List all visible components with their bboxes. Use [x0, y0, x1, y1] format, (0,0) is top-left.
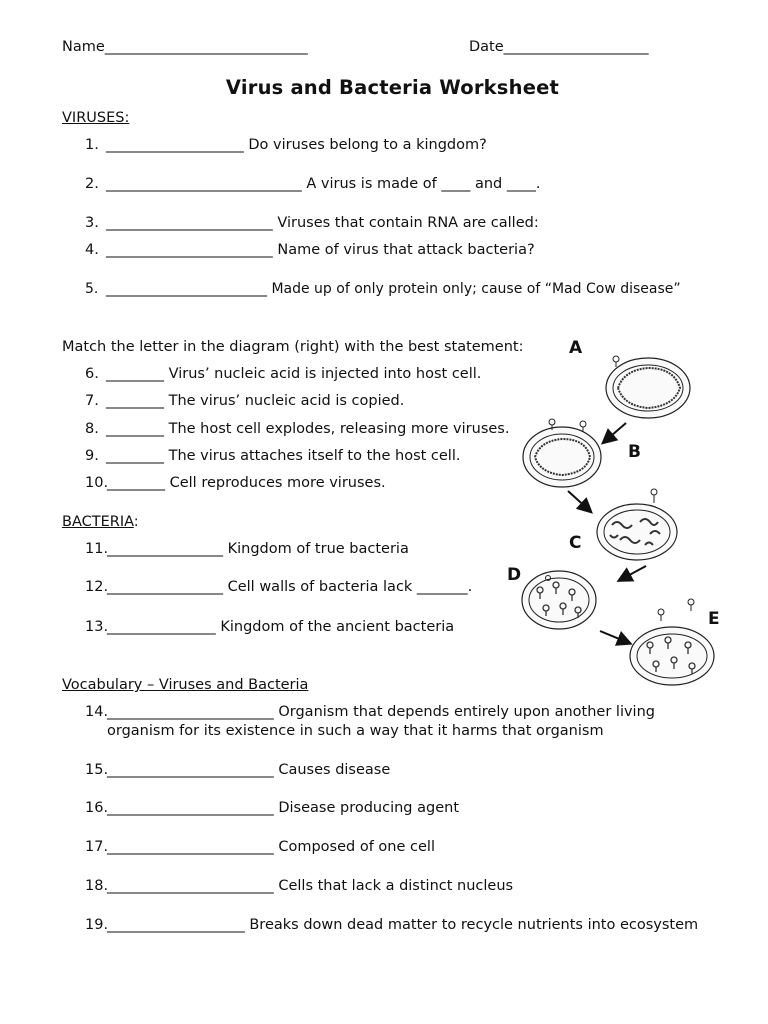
question-text: _______________________ Organism that depends entirely upon another living — [107, 704, 655, 720]
question-number: 13. — [85, 619, 109, 635]
bacteria-heading-text: BACTERIA — [62, 514, 134, 530]
question-number: 5. — [85, 281, 99, 297]
diagram-label-c: C — [569, 533, 582, 553]
question-text: ___________________ Breaks down dead matter to recycle nutrients into ecosystem — [107, 917, 699, 933]
diagram-label-d: D — [507, 565, 522, 585]
question-text: ________ The host cell explodes, releasing more viruses. — [106, 421, 510, 437]
question-number: 9. — [85, 448, 99, 464]
question-text: ___________________________ A virus is made of ____ and ____. — [106, 176, 541, 192]
question-text: ___________________ Do viruses belong to a kingdom? — [106, 137, 487, 153]
question-text: _______________ Kingdom of the ancient bacteria — [107, 619, 455, 635]
question-number: 18. — [85, 878, 109, 894]
arrow-b-to-c — [568, 491, 590, 511]
page-title: Virus and Bacteria Worksheet — [225, 76, 560, 99]
question-number: 3. — [85, 215, 99, 231]
name-field[interactable]: Name____________________________ — [62, 39, 308, 55]
question-text: _______________________ Cells that lack a distinct nucleus — [107, 878, 514, 894]
question-number: 15. — [85, 762, 109, 778]
viruses-heading: VIRUSES: — [62, 110, 130, 126]
diagram-label-a: A — [569, 338, 583, 358]
cell-b — [523, 419, 601, 487]
question-number: 7. — [85, 393, 99, 409]
question-number: 2. — [85, 176, 99, 192]
arrow-a-to-b — [604, 423, 626, 442]
question-number: 12. — [85, 579, 109, 595]
question-number: 16. — [85, 800, 109, 816]
question-text: _______________________ Composed of one cell — [107, 839, 435, 855]
cell-a — [606, 356, 690, 418]
question-text: ________ Cell reproduces more viruses. — [107, 475, 386, 491]
question-text: _______________________ Viruses that contain RNA are called: — [106, 215, 539, 231]
question-number: 8. — [85, 421, 99, 437]
question-number: 10. — [85, 475, 109, 491]
question-text: ________________ Kingdom of true bacteria — [107, 541, 409, 557]
question-number: 4. — [85, 242, 99, 258]
question-number: 17. — [85, 839, 109, 855]
question-number: 6. — [85, 366, 99, 382]
diagram-label-e: E — [708, 609, 720, 629]
bacteria-heading-colon: : — [133, 514, 139, 530]
question-text: _______________________ Name of virus that attack bacteria? — [106, 242, 535, 258]
question-number: 1. — [85, 137, 99, 153]
cell-c — [597, 489, 677, 560]
question-number: 14. — [85, 704, 109, 720]
question-text-continued: organism for its existence in such a way that it harms that organism — [107, 723, 604, 739]
matching-instruction: Match the letter in the diagram (right) with the best statement: — [62, 339, 524, 355]
diagram-label-b: B — [628, 442, 641, 462]
question-text: ________ Virus’ nucleic acid is injected into host cell. — [106, 366, 482, 382]
question-text: _______________________ Disease producing agent — [107, 800, 460, 816]
arrow-c-to-d — [620, 566, 646, 580]
question-text: ________ The virus attaches itself to the host cell. — [106, 448, 461, 464]
cell-e — [630, 599, 714, 685]
vocabulary-heading: Vocabulary – Viruses and Bacteria — [62, 677, 309, 693]
question-text: _______________________ Causes disease — [107, 762, 391, 778]
cell-d — [522, 571, 596, 629]
question-text: ________________ Cell walls of bacteria lack _______. — [107, 579, 473, 595]
date-field[interactable]: Date____________________ — [469, 39, 649, 55]
question-number: 19. — [85, 917, 109, 933]
question-text: ________ The virus’ nucleic acid is copied. — [106, 393, 405, 409]
question-text: _______________________ Made up of only protein only; cause of “Mad Cow disease” — [106, 281, 681, 297]
arrow-d-to-e — [600, 631, 629, 643]
question-number: 11. — [85, 541, 109, 557]
